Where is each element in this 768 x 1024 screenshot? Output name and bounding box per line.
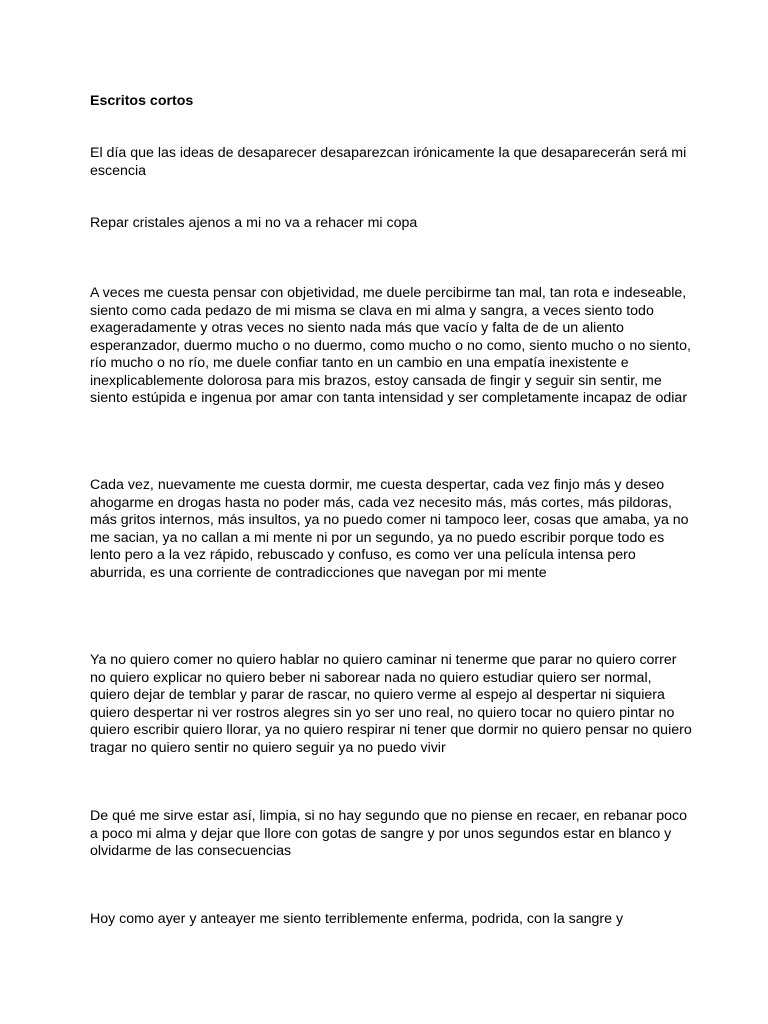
paragraph-7	[90, 911, 623, 929]
paragraph-5	[90, 652, 692, 757]
paragraph-1	[90, 145, 686, 180]
text-line: quiero despertar ni ver rostros alegres sin yo ser uno real, no quiero tocar no quiero pintar no	[90, 704, 675, 721]
text-line: Hoy como ayer y anteayer me siento terriblemente enferma, podrida, con la sangre y	[90, 911, 624, 927]
text-line: A veces me cuesta pensar con objetividad, me duele percibirme tan mal, tan rota e indeseable,	[90, 285, 687, 301]
text-line: a poco mi alma y dejar que llore con gotas de sangre y por unos segundos estar en blanco y	[90, 825, 672, 842]
document-title: Escritos cortos	[90, 93, 194, 109]
text-line: siento estúpida e ingenua por amar con tanta intensidad y ser completamente incapaz de odiar	[90, 390, 688, 406]
paragraph-6	[90, 808, 687, 861]
text-line: Cada vez, nuevamente me cuesta dormir, me cuesta despertar, cada vez finjo más y deseo	[90, 477, 665, 493]
text-line: río mucho o no río, me duele confiar tanto en un cambio en una empatía inexistente e	[90, 355, 629, 371]
text-line: esperanzador, duermo mucho o no duermo, como mucho o no como, siento mucho o no siento,	[90, 337, 691, 354]
text-line: El día que las ideas de desaparecer desaparezcan irónicamente la que desaparecerán será mi	[90, 145, 687, 161]
text-line: quiero dejar de temblar y parar de rascar, no quiero verme al espejo al despertar ni siquiera	[90, 687, 665, 703]
text-line: tragar no quiero sentir no quiero seguir ya no puedo vivir	[90, 739, 446, 756]
text-line: más gritos internos, más insultos, ya no puedo comer ni tampoco leer, cosas que amaba, ya no	[90, 512, 689, 528]
text-line: ahogarme en drogas hasta no poder más, cada vez necesito más, más cortes, más pildoras,	[90, 494, 672, 511]
text-line: no quiero explicar no quiero beber ni saborear nada no quiero estudiar quiero ser normal,	[90, 669, 652, 686]
text-line: quiero escribir quiero llorar, ya no quiero respirar ni tener que dormir no quiero pensar no quiero	[90, 722, 692, 738]
text-line: De qué me sirve estar así, limpia, si no hay segundo que no piense en recaer, en rebanar poco	[90, 808, 688, 824]
paragraph-2	[90, 215, 417, 233]
text-line: escencia	[90, 162, 146, 179]
text-line: olvidarme de las consecuencias	[90, 843, 292, 859]
text-line: siento como cada pedazo de mi misma se clava en mi alma y sangra, a veces siento todo	[90, 302, 654, 319]
text-line: Ya no quiero comer no quiero hablar no quiero caminar ni tenerme que parar no quiero correr	[90, 652, 677, 668]
text-line: inexplicablemente dolorosa para mis brazos, estoy cansada de fingir y seguir sin sentir, me	[90, 372, 662, 389]
paragraph-4	[90, 477, 689, 582]
text-line: lento pero a la vez rápido, rebuscado y confuso, es como ver una película intensa pero	[90, 547, 636, 563]
text-line: me sacian, ya no callan a mi mente ni por un segundo, ya no puedo escribir porque todo es	[90, 529, 665, 546]
text-line: exageradamente y otras veces no siento nada más que vacío y falta de de un aliento	[90, 320, 624, 336]
text-line: Repar cristales ajenos a mi no va a rehacer mi copa	[90, 215, 418, 231]
text-line: aburrida, es una corriente de contradicciones que navegan por mi mente	[90, 564, 547, 581]
paragraph-3	[90, 285, 691, 408]
